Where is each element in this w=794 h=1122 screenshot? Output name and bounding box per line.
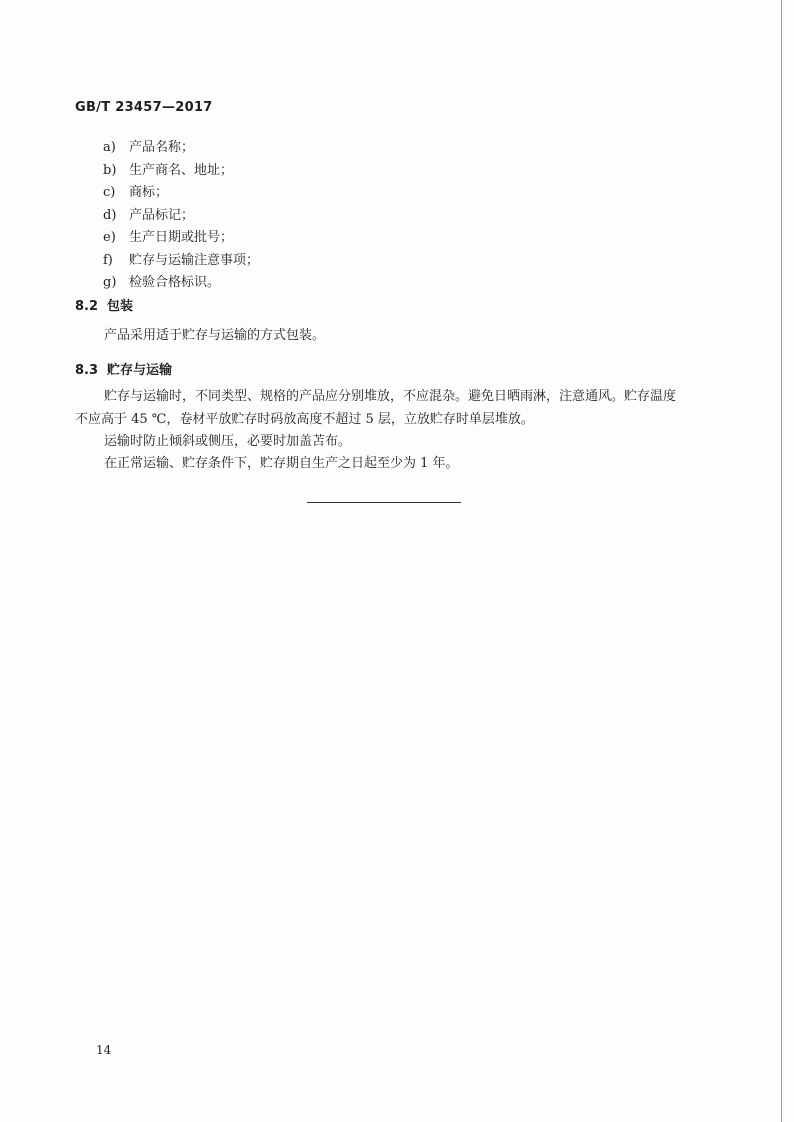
list-item-text: 产品标记； [129, 207, 195, 223]
list-item-mark: a) [103, 140, 116, 155]
list-item-text: 产品名称； [129, 140, 195, 155]
section-heading-8-3 [75, 359, 172, 378]
list-item [103, 182, 259, 205]
end-of-document-line [307, 502, 461, 503]
list-item-mark: f) [103, 252, 113, 268]
section-title: 包装 [107, 299, 134, 314]
list-item-text: 贮存与运输注意事项； [129, 252, 260, 268]
list-item [103, 205, 259, 228]
list-item [103, 227, 259, 250]
list-item-text: 生产日期或批号； [129, 230, 234, 245]
section-number: 8.3 [75, 363, 99, 378]
list-item-text: 检验合格标识。 [129, 275, 221, 290]
list-item-mark: e) [103, 230, 116, 245]
section-8-3-para-1: 贮存与运输时，不同类型、规格的产品应分别堆放，不应混杂。避免日晒雨淋，注意通风。贮存温度 不应高于 45 ℃，卷材平放贮存时码放高度不超过 5 层，立放贮存时单层堆放。 [75, 389, 677, 427]
section-number: 8.2 [75, 299, 99, 314]
section-8-2-body: 产品采用适于贮存与运输的方式包装。 [104, 328, 326, 343]
list-item-text: 商标； [129, 185, 169, 200]
marking-list [103, 137, 259, 295]
section-8-3-para-3: 在正常运输、贮存条件下，贮存期自生产之日起至少为 1 年。 [104, 456, 459, 471]
section-heading-8-2 [75, 295, 133, 314]
list-item-text: 生产商名、地址； [129, 162, 234, 178]
list-item [103, 250, 259, 273]
standard-number: GB/T 23457—2017 [75, 100, 213, 115]
page-number: 14 [96, 1043, 112, 1057]
list-item-mark: c) [103, 185, 116, 200]
page-edge-line [781, 0, 782, 1122]
list-item-mark: d) [103, 207, 117, 223]
list-item [103, 137, 259, 160]
section-8-3-para-2: 运输时防止倾斜或侧压，必要时加盖苫布。 [104, 434, 352, 449]
list-item [103, 272, 259, 295]
list-item-mark: b) [103, 162, 117, 178]
list-item-mark: g) [103, 275, 117, 290]
list-item [103, 160, 259, 183]
section-title: 贮存与运输 [107, 363, 173, 378]
